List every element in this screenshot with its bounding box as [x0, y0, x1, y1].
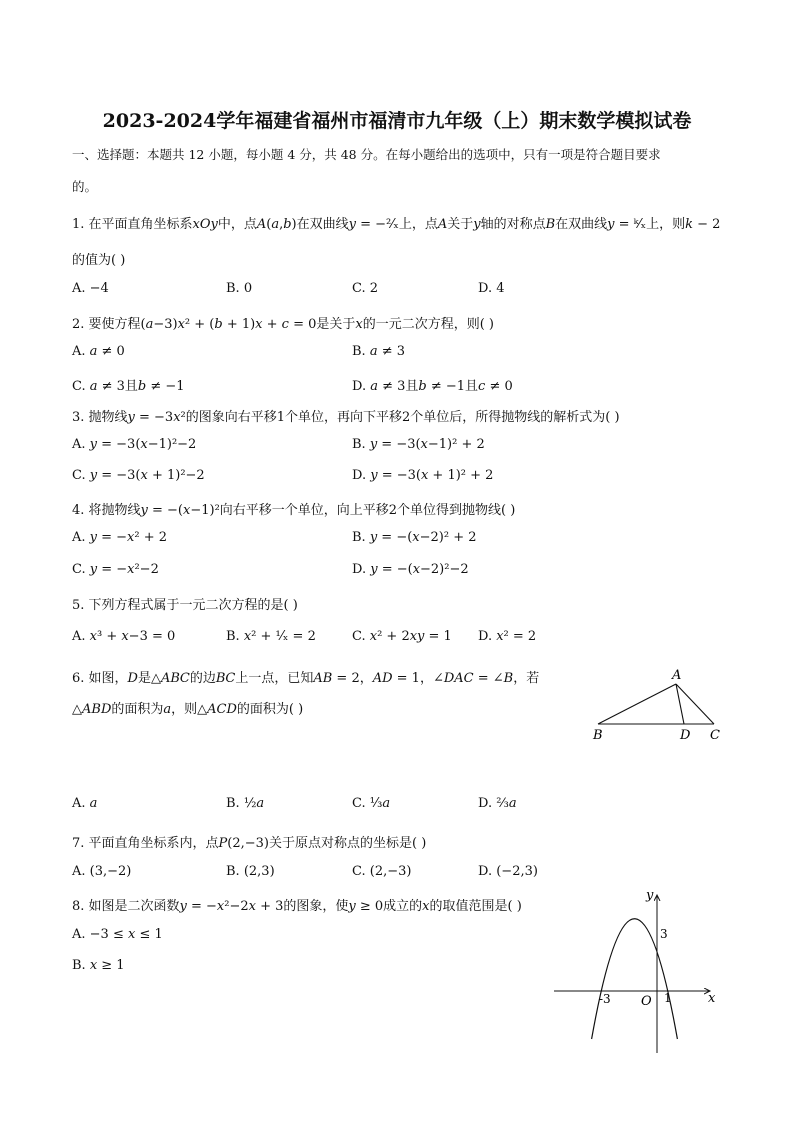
question-5-option-a[interactable]: A. 𝑥³ + 𝑥−3 = 0 [72, 629, 176, 644]
question-8-stem: 8. 如图是二次函数𝑦 = −𝑥²−2𝑥 + 3的图象，使𝑦 ≥ 0成立的𝑥的取值范围是( ) [72, 899, 522, 914]
question-4-option-d[interactable]: D. 𝑦 = −(𝑥−2)²−2 [352, 562, 469, 577]
question-1-option-a[interactable]: A. −4 [72, 281, 109, 296]
question-8-option-a[interactable]: A. −3 ≤ 𝑥 ≤ 1 [72, 927, 163, 942]
question-3-option-d[interactable]: D. 𝑦 = −3(𝑥 + 1)² + 2 [352, 468, 494, 483]
question-2-option-c[interactable]: C. 𝑎 ≠ 3且𝑏 ≠ −1 [72, 379, 185, 394]
question-6-stem-line2: △𝐴𝐵𝐷的面积为𝑎，则△𝐴𝐶𝐷的面积为( ) [72, 702, 304, 717]
question-4-option-a[interactable]: A. 𝑦 = −𝑥² + 2 [72, 530, 168, 545]
label-d: D [680, 728, 691, 743]
question-2-stem: 2. 要使方程(𝑎−3)𝑥² + (𝑏 + 1)𝑥 + 𝑐 = 0是关于𝑥的一元二次方程，则( ) [72, 317, 494, 332]
question-4-option-b[interactable]: B. 𝑦 = −(𝑥−2)² + 2 [352, 530, 477, 545]
question-3-option-c[interactable]: C. 𝑦 = −3(𝑥 + 1)²−2 [72, 468, 205, 483]
section-instructions-line1: 一、选择题：本题共 12 小题，每小题 4 分，共 48 分。在每小题给出的选项中，只有一项是符合题目要求 [72, 147, 661, 162]
question-1-option-b[interactable]: B. 0 [226, 281, 253, 296]
origin-label: O [641, 994, 652, 1009]
label-c: C [710, 728, 720, 743]
page-title: 2023-2024学年福建省福州市福清市九年级（上）期末数学模拟试卷 [102, 110, 692, 132]
question-6-option-a[interactable]: A. 𝑎 [72, 796, 98, 811]
question-6-option-c[interactable]: C. ⅓𝑎 [352, 796, 391, 811]
question-7-option-d[interactable]: D. (−2,3) [478, 864, 538, 879]
question-7-option-b[interactable]: B. (2,3) [226, 864, 275, 879]
question-5-stem: 5. 下列方程式属于一元二次方程的是( ) [72, 598, 298, 613]
question-1-option-d[interactable]: D. 4 [478, 281, 505, 296]
y-intercept-label: 3 [660, 927, 668, 941]
question-3-option-a[interactable]: A. 𝑦 = −3(𝑥−1)²−2 [72, 437, 197, 452]
x-axis-label: x [708, 991, 716, 1006]
question-4-option-c[interactable]: C. 𝑦 = −𝑥²−2 [72, 562, 159, 577]
question-2-option-b[interactable]: B. 𝑎 ≠ 3 [352, 344, 405, 359]
question-2-option-d[interactable]: D. 𝑎 ≠ 3且𝑏 ≠ −1且𝑐 ≠ 0 [352, 379, 513, 394]
question-3-option-b[interactable]: B. 𝑦 = −3(𝑥−1)² + 2 [352, 437, 485, 452]
question-6-option-d[interactable]: D. ⅔𝑎 [478, 796, 517, 811]
question-1-option-c[interactable]: C. 2 [352, 281, 379, 296]
section-instructions-line2: 的。 [72, 179, 98, 194]
label-a: A [672, 668, 682, 683]
triangle-figure [585, 665, 725, 745]
question-5-option-c[interactable]: C. 𝑥² + 2𝑥𝑦 = 1 [352, 629, 452, 644]
question-2-option-a[interactable]: A. 𝑎 ≠ 0 [72, 344, 125, 359]
question-6-option-b[interactable]: B. ½𝑎 [226, 796, 265, 811]
question-8-option-b[interactable]: B. 𝑥 ≥ 1 [72, 958, 125, 973]
question-7-option-c[interactable]: C. (2,−3) [352, 864, 412, 879]
y-axis-label: y [646, 888, 654, 903]
question-5-option-d[interactable]: D. 𝑥² = 2 [478, 629, 537, 644]
parabola-graph-figure [550, 885, 725, 1060]
question-6-stem-line1: 6. 如图，𝐷是△𝐴𝐵𝐶的边𝐵𝐶上一点，已知𝐴𝐵 = 2，𝐴𝐷 = 1，∠𝐷𝐴𝐶 = ∠𝐵，若 [72, 671, 540, 686]
question-3-stem: 3. 抛物线𝑦 = −3𝑥²的图象向右平移1个单位，再向下平移2个单位后，所得抛物线的解析式为( ) [72, 410, 620, 425]
question-7-stem: 7. 平面直角坐标系内，点𝑃(2,−3)关于原点对称点的坐标是( ) [72, 836, 427, 851]
question-5-option-b[interactable]: B. 𝑥² + ¹⁄ₓ = 2 [226, 629, 316, 644]
tick-label-neg3: -3 [599, 992, 611, 1006]
question-7-option-a[interactable]: A. (3,−2) [72, 864, 132, 879]
question-1-stem-line1: 1. 在平面直角坐标系𝑥𝑂𝑦中，点𝐴(𝑎,𝑏)在双曲线𝑦 = −²⁄ₓ上，点𝐴关于𝑦轴的对称点𝐵在双曲线𝑦 = ᵏ⁄ₓ上，则𝑘 − 2 [72, 217, 721, 232]
question-1-stem-line2: 的值为( ) [72, 253, 126, 268]
tick-label-1: 1 [664, 991, 672, 1005]
question-4-stem: 4. 将抛物线𝑦 = −(𝑥−1)²向右平移一个单位，向上平移2个单位得到抛物线( ) [72, 503, 516, 518]
label-b: B [593, 728, 603, 743]
